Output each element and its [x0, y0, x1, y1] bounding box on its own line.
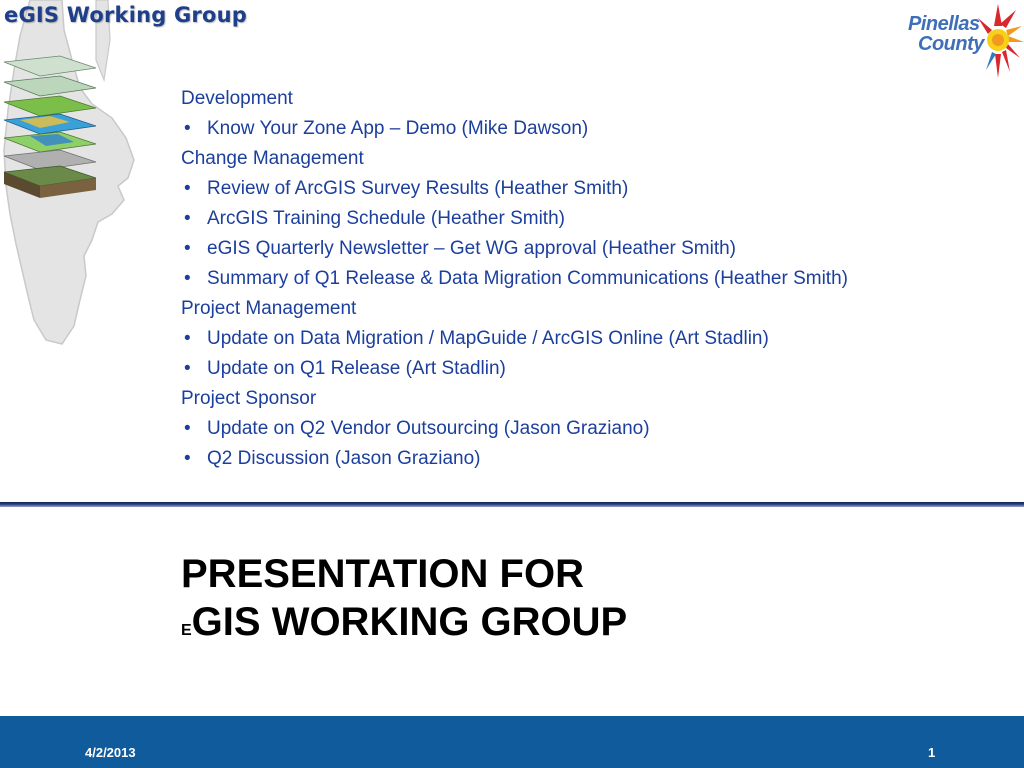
agenda-item-text: Update on Q1 Release (Art Stadlin): [207, 358, 506, 379]
page-number: 1: [928, 745, 936, 760]
title-line-1: PRESENTATION FOR: [181, 552, 584, 596]
agenda-section-heading: Project Sponsor: [181, 388, 317, 409]
presentation-title: [181, 550, 627, 655]
bullet-icon: •: [184, 358, 191, 379]
agenda-section-heading: Change Management: [181, 148, 364, 169]
agenda-item-text: Summary of Q1 Release & Data Migration Communications (Heather Smith): [207, 268, 848, 289]
agenda-item-text: Update on Q2 Vendor Outsourcing (Jason Graziano): [207, 418, 650, 439]
bullet-icon: •: [184, 238, 191, 259]
header-title: eGIS Working Group: [4, 3, 247, 27]
agenda-section-heading: Project Management: [181, 298, 357, 319]
logo-line-2: County: [918, 33, 984, 55]
agenda-item-text: Update on Data Migration / MapGuide / ArcGIS Online (Art Stadlin): [207, 328, 769, 349]
agenda-list: [181, 84, 1001, 474]
bullet-icon: •: [184, 448, 191, 469]
agenda-bullet-item: [181, 264, 1001, 294]
footer-date: 4/2/2013: [85, 745, 136, 760]
gis-layers-graphic: [0, 52, 100, 202]
title-line-2: [181, 598, 627, 655]
pinellas-county-logo: [902, 2, 1022, 80]
agenda-item-text: Know Your Zone App – Demo (Mike Dawson): [207, 118, 589, 139]
agenda-bullet-item: [181, 204, 1001, 234]
title-line-2-rest: GIS WORKING GROUP: [191, 600, 628, 644]
agenda-item-text: eGIS Quarterly Newsletter – Get WG approval (Heather Smith): [207, 238, 737, 259]
agenda-bullet-item: [181, 174, 1001, 204]
sun-icon: [976, 2, 1024, 80]
bullet-icon: •: [184, 418, 191, 439]
footer-bar: [0, 716, 1024, 768]
agenda-bullet-item: [181, 234, 1001, 264]
agenda-bullet-item: [181, 354, 1001, 384]
bullet-icon: •: [184, 208, 191, 229]
agenda-item-text: Q2 Discussion (Jason Graziano): [207, 448, 481, 469]
agenda-item-text: Review of ArcGIS Survey Results (Heather Smith): [207, 178, 629, 199]
agenda-item-text: ArcGIS Training Schedule (Heather Smith): [207, 208, 565, 229]
title-line-2-prefix: E: [181, 622, 192, 639]
agenda-bullet-item: [181, 414, 1001, 444]
divider: [0, 502, 1024, 507]
agenda-bullet-item: [181, 114, 1001, 144]
bullet-icon: •: [184, 328, 191, 349]
bullet-icon: •: [184, 118, 191, 139]
agenda-section-heading: Development: [181, 88, 293, 109]
bullet-icon: •: [184, 268, 191, 289]
logo-line-1: Pinellas: [908, 13, 980, 35]
agenda-bullet-item: [181, 324, 1001, 354]
bullet-icon: •: [184, 178, 191, 199]
logo-text: [908, 14, 984, 54]
agenda-bullet-item: [181, 444, 1001, 474]
